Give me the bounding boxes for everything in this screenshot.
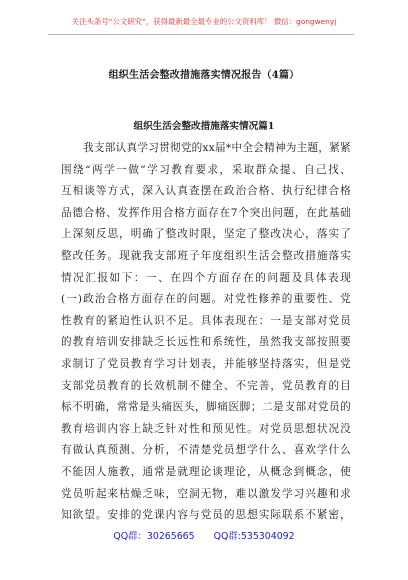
body-line: 情况汇报如下：一、在四个方面存在的问题及具体表现 [61,271,351,284]
body-line: 支部党员教育的长效机制不健全、不完善，党员教育的目 [61,379,351,392]
document-title: 组织生活会整改措施落实情况报告（4篇） [108,70,300,81]
footer [0,528,408,542]
header-banner: 关注头条号“公文研究”，获得最新最全最专业的公文资料库！ 微信：gongwenyj [71,17,337,26]
body-line: 求制订了党员教育学习计划表，并能够坚持落实，但是党 [61,357,351,370]
body-line: 不能因人施教，通常是就理论谈理论，从概念到概念，使 [61,465,351,478]
body-line: 党员听起来枯燥乏味，空洞无物，难以激发学习兴趣和求 [61,487,351,500]
body-line: 围绕“两学一做”学习教育要求，采取群众提、自己找、 [61,163,351,176]
body-line: 性教育的紧迫性认识不足。具体表现在：一是支部对党员 [61,314,351,327]
body-line: 知欲望。安排的党课内容与党员的思想实际联系不紧密， [61,509,351,522]
body-line: 教育培训内容上缺乏针对性和预见性。对党员思想状况没 [61,422,351,435]
body-line: 我支部认真学习贯彻党的xx届*中全会精神为主题，紧紧 [83,142,351,154]
section-title: 组织生活会整改措施落实情况篇1 [133,121,275,132]
body-line: 整改任务。现就我支部班子年度组织生活会整改措施落实 [61,249,351,262]
body-line: 有做认真预测、分析，不清楚党员想学什么、喜欢学什么 [61,444,351,457]
body-line: 品德合格、发挥作用合格方面存在7个突出问题，在此基础 [61,206,351,219]
document-body [61,138,351,527]
body-line: 标不明确，常常是头痛医头，脚痛医脚；二是支部对党员的 [61,401,351,414]
footer-qq-group-2: QQ群:535304092 [213,531,295,542]
body-line: 互相谈等方式，深入认真查摆在政治合格、执行纪律合格 [61,185,351,198]
body-line: (一)政治合格方面存在的问题。对党性修养的重要性、党 [61,293,351,306]
header-divider [48,34,354,35]
footer-qq-group-1: QQ群：30265665 [113,531,195,542]
body-line: 上深刻反思，明确了整改时限，坚定了整改决心，落实了 [61,228,351,241]
body-line: 的教育培训安排缺乏长远性和系统性，虽然我支部按照要 [61,336,351,349]
